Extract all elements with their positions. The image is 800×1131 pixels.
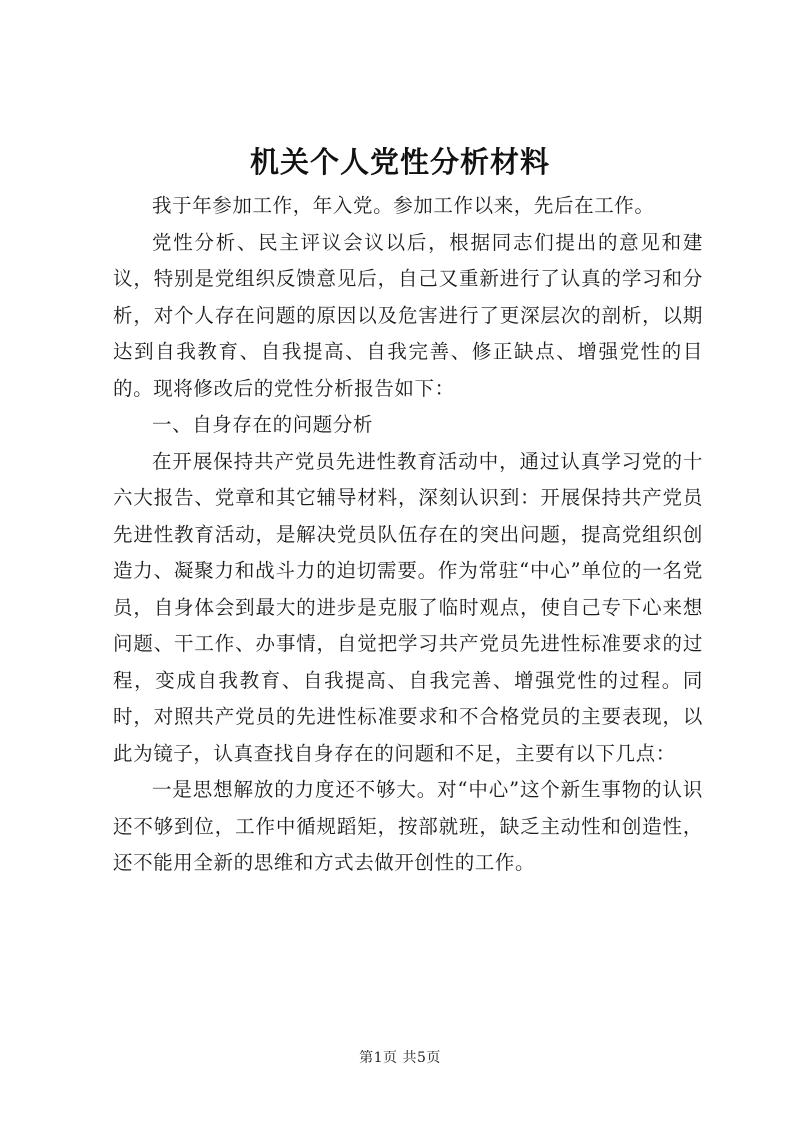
- paragraph-point-one: 一是思想解放的力度还不够大。对“中心”这个新生事物的认识还不够到位，工作中循规蹈矩，按部就班，缺乏主动性和创造性，还不能用全新的思维和方式去做开创性的工作。: [113, 778, 703, 874]
- document-title: 机关个人党性分析材料: [249, 145, 550, 179]
- document-body: [113, 188, 703, 882]
- paragraph-background: 党性分析、民主评议会议以后，根据同志们提出的意见和建议，特别是党组织反馈意见后，自己又重新进行了认真的学习和分析，对个人存在问题的原因以及危害进行了更深层次的剖析，以期达到自我教育、自我提高、自我完善、修正缺点、增强党性的目的。现将修改后的党性分析报告如下：: [113, 230, 703, 400]
- paragraph-analysis: 在开展保持共产党员先进性教育活动中，通过认真学习党的十六大报告、党章和其它辅导材料，深刻认识到：开展保持共产党员先进性教育活动，是解决党员队伍存在的突出问题，提高党组织创造力、凝聚力和战斗力的迫切需要。作为常驻“中心”单位的一名党员，自身体会到最大的进步是克服了临时观点，使自己专下心来想问题、干工作、办事情，自觉把学习共产党员先进性标准要求的过程，变成自我教育、自我提高、自我完善、增强党性的过程。同时，对照共产党员的先进性标准要求和不合格党员的主要表现，以此为镜子，认真查找自身存在的问题和不足，主要有以下几点：: [113, 449, 703, 765]
- page-footer: 第1页 共5页: [359, 1050, 441, 1066]
- paragraph-intro: 我于年参加工作，年入党。参加工作以来，先后在工作。: [152, 194, 655, 217]
- section-heading: 一、自身存在的问题分析: [152, 413, 374, 436]
